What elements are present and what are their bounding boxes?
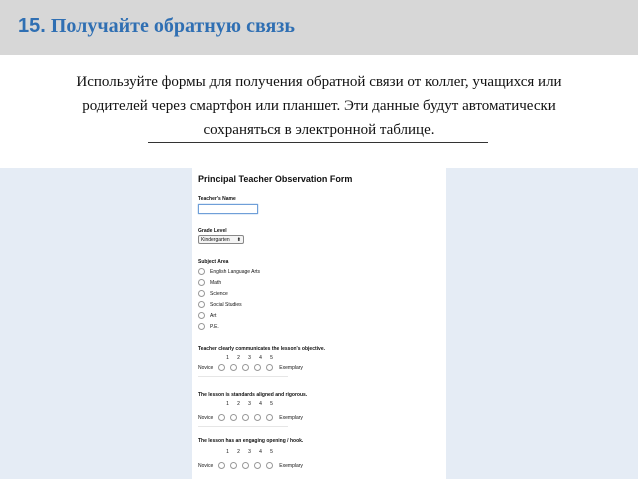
subject-label: Social Studies xyxy=(210,301,242,308)
subject-option[interactable] xyxy=(198,290,228,297)
subject-option[interactable] xyxy=(198,301,242,308)
grade-level-selected: Kindergarten xyxy=(201,237,230,243)
radio-button[interactable] xyxy=(198,268,205,275)
radio-button[interactable] xyxy=(266,462,273,469)
select-arrows-icon: ⬍ xyxy=(236,237,241,243)
radio-button[interactable] xyxy=(198,290,205,297)
description-line: Используйте формы для получения обратной связи от коллег, учащихся или xyxy=(76,74,562,90)
scale-number: 4 xyxy=(259,449,262,455)
question-label: Teacher clearly communicates the lesson's objective. xyxy=(198,346,325,352)
scale-numbers xyxy=(222,449,277,455)
radio-button[interactable] xyxy=(242,414,249,421)
scale-number: 1 xyxy=(226,449,229,455)
grade-level-select[interactable] xyxy=(198,235,244,244)
scale-number: 1 xyxy=(226,355,229,361)
radio-button[interactable] xyxy=(242,462,249,469)
description-line: родителей через смартфон или планшет. Эти данные будут автоматически xyxy=(82,98,556,114)
subject-label: English Language Arts xyxy=(210,268,261,275)
slide-title-text: Получайте обратную связь xyxy=(50,15,295,37)
question-label: The lesson has an engaging opening / hook. xyxy=(198,438,304,444)
radio-button[interactable] xyxy=(198,323,205,330)
radio-button[interactable] xyxy=(230,414,237,421)
divider xyxy=(198,376,288,377)
subject-label: Math xyxy=(210,279,222,286)
scale-low-label: Novice xyxy=(198,414,214,421)
grade-level-label: Grade Level xyxy=(198,228,227,234)
rating-scale xyxy=(198,462,303,469)
question-label: The lesson is standards aligned and rigorous. xyxy=(198,392,308,398)
divider xyxy=(198,426,288,427)
scale-number: 2 xyxy=(237,449,240,455)
scale-number: 4 xyxy=(259,355,262,361)
radio-button[interactable] xyxy=(218,462,225,469)
radio-button[interactable] xyxy=(218,414,225,421)
radio-button[interactable] xyxy=(266,414,273,421)
scale-low-label: Novice xyxy=(198,462,214,469)
scale-number: 5 xyxy=(270,401,273,407)
observation-form xyxy=(192,168,446,479)
subject-area-label: Subject Area xyxy=(198,259,229,265)
subject-option[interactable] xyxy=(198,268,260,275)
rating-scale xyxy=(198,414,303,421)
radio-button[interactable] xyxy=(254,462,261,469)
radio-button[interactable] xyxy=(198,279,205,286)
scale-number: 5 xyxy=(270,355,273,361)
subject-label: Art xyxy=(210,312,217,319)
subject-option[interactable] xyxy=(198,323,219,330)
scale-number: 3 xyxy=(248,355,251,361)
radio-button[interactable] xyxy=(242,364,249,371)
scale-number: 3 xyxy=(248,401,251,407)
scale-number: 4 xyxy=(259,401,262,407)
scale-high-label: Exemplary xyxy=(279,462,303,469)
scale-high-label: Exemplary xyxy=(279,414,303,421)
slide-title xyxy=(18,15,295,38)
radio-button[interactable] xyxy=(254,414,261,421)
slide-header xyxy=(0,0,638,55)
scale-number: 1 xyxy=(226,401,229,407)
scale-number: 2 xyxy=(237,355,240,361)
slide-description xyxy=(20,70,618,142)
radio-button[interactable] xyxy=(230,462,237,469)
subject-option[interactable] xyxy=(198,312,216,319)
scale-numbers xyxy=(222,401,277,407)
subject-option[interactable] xyxy=(198,279,221,286)
radio-button[interactable] xyxy=(230,364,237,371)
scale-numbers xyxy=(222,355,277,361)
description-line: сохраняться в электронной таблице. xyxy=(203,122,435,138)
radio-button[interactable] xyxy=(198,301,205,308)
slide-number: 15. xyxy=(18,15,46,37)
teacher-name-input[interactable] xyxy=(198,204,258,214)
scale-number: 5 xyxy=(270,449,273,455)
description-underline xyxy=(148,142,488,143)
teacher-name-label: Teacher's Name xyxy=(198,196,236,202)
scale-number: 3 xyxy=(248,449,251,455)
form-title: Principal Teacher Observation Form xyxy=(198,174,353,184)
radio-button[interactable] xyxy=(266,364,273,371)
scale-high-label: Exemplary xyxy=(279,364,303,371)
rating-scale xyxy=(198,364,303,371)
subject-label: Science xyxy=(210,290,228,297)
scale-low-label: Novice xyxy=(198,364,214,371)
scale-number: 2 xyxy=(237,401,240,407)
radio-button[interactable] xyxy=(198,312,205,319)
radio-button[interactable] xyxy=(254,364,261,371)
radio-button[interactable] xyxy=(218,364,225,371)
subject-label: P.E. xyxy=(210,323,219,330)
